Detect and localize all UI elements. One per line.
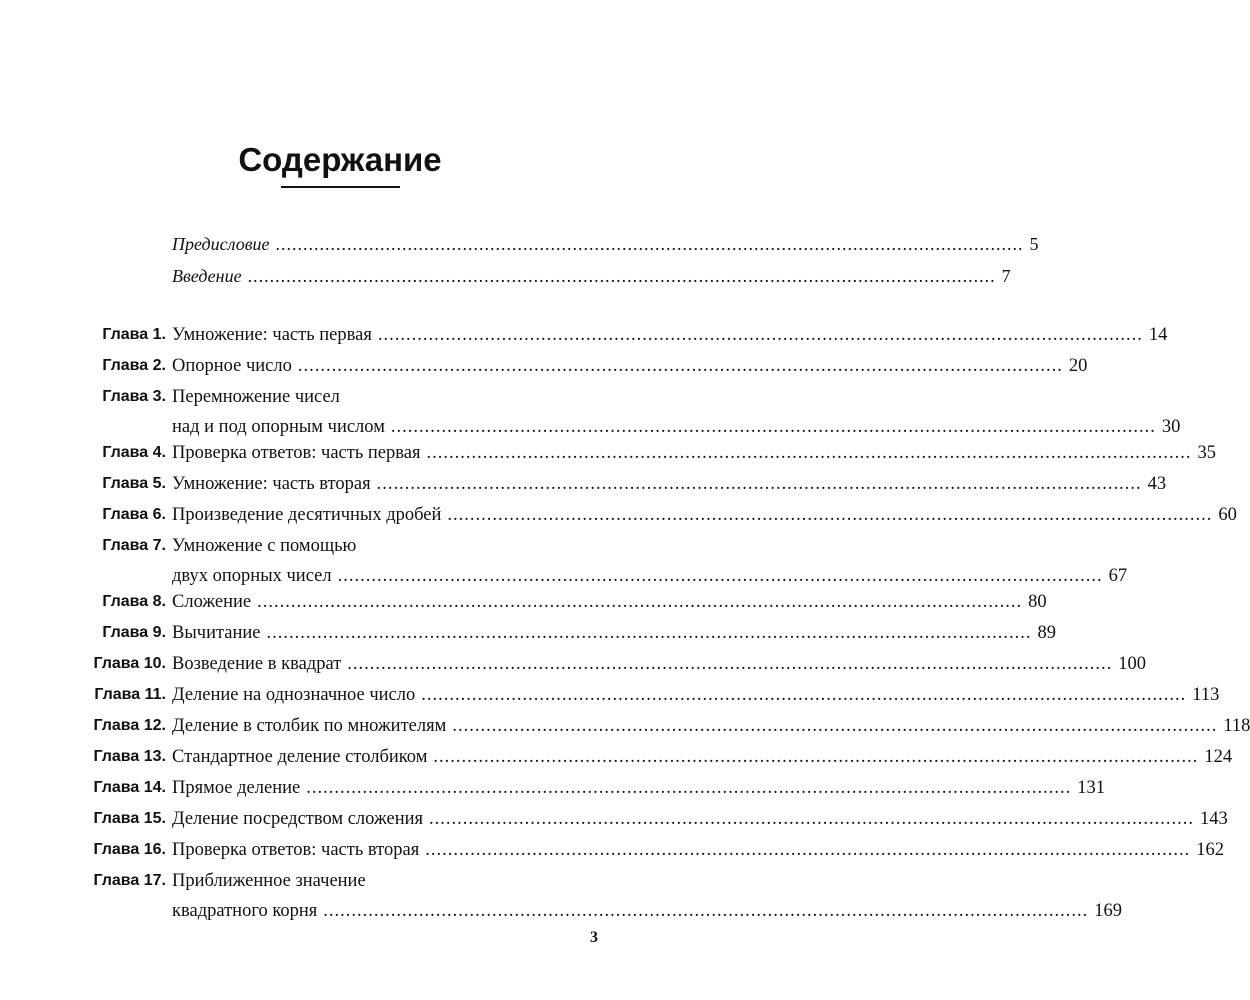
dot-leader: ........................................................................................................................................ xyxy=(266,623,1032,643)
entry-title: Проверка ответов: часть вторая xyxy=(172,840,420,860)
entry-page: 124 xyxy=(1204,747,1233,767)
entry-page: 143 xyxy=(1200,809,1228,829)
dot-leader: ........................................................................................................................................ xyxy=(425,840,1191,860)
entry-title-line-1: Перемножение чисел xyxy=(172,387,340,407)
entry-page: 35 xyxy=(1197,443,1216,463)
chapter-label: Глава 9. xyxy=(102,624,166,641)
chapter-label: Глава 8. xyxy=(102,593,166,610)
dot-leader: ........................................................................................................................................ xyxy=(323,901,1089,921)
chapter-label: Глава 2. xyxy=(102,357,166,374)
entry-page: 5 xyxy=(1029,234,1039,254)
entry-title-line-1: Приближенное значение xyxy=(172,871,366,891)
chapter-label: Глава 14. xyxy=(93,779,166,796)
chapter-label: Глава 1. xyxy=(102,326,166,343)
chapter-label: Глава 5. xyxy=(102,475,166,492)
toc-entry-preface xyxy=(172,229,1039,259)
entry-page: 30 xyxy=(1161,417,1181,437)
entry-page: 118 xyxy=(1223,716,1250,736)
dot-leader: ........................................................................................................................................ xyxy=(306,778,1072,798)
dot-leader: ........................................................................................................................................ xyxy=(275,234,1024,254)
dot-leader: ........................................................................................................................................ xyxy=(421,685,1187,705)
entry-title-line-2: над и под опорным числом xyxy=(172,417,385,437)
chapter-label: Глава 10. xyxy=(93,655,166,672)
entry-page: 60 xyxy=(1218,505,1237,525)
entry-page: 67 xyxy=(1108,566,1128,586)
chapter-label: Глава 4. xyxy=(102,444,166,461)
dot-leader: ........................................................................................................................................ xyxy=(297,356,1063,376)
entry-title: Опорное число xyxy=(172,356,292,376)
entry-page: 100 xyxy=(1118,654,1147,674)
dot-leader: ........................................................................................................................................ xyxy=(452,716,1218,736)
entry-title: Возведение в квадрат xyxy=(172,654,342,674)
entry-title-line-2: квадратного корня xyxy=(172,901,318,921)
entry-title: Деление в столбик по множителям xyxy=(172,716,447,736)
entry-title: Предисловие xyxy=(172,234,270,254)
dot-leader: ........................................................................................................................................ xyxy=(426,443,1192,463)
entry-title: Прямое деление xyxy=(172,778,301,798)
page-title: Содержание xyxy=(238,141,442,178)
dot-leader: ........................................................................................................................................ xyxy=(447,505,1213,525)
entry-page: 7 xyxy=(1001,266,1011,286)
entry-page: 80 xyxy=(1028,592,1047,612)
dot-leader: ........................................................................................................................................ xyxy=(376,474,1142,494)
dot-leader: ........................................................................................................................................ xyxy=(347,654,1113,674)
entry-title: Деление на однозначное число xyxy=(172,685,416,705)
entry-page: 169 xyxy=(1094,901,1123,921)
entry-page: 89 xyxy=(1037,623,1057,643)
toc-entry-introduction xyxy=(172,261,1011,291)
entry-title: Сложение xyxy=(172,592,252,612)
chapter-label: Глава 16. xyxy=(93,841,166,858)
dot-leader: ........................................................................................................................................ xyxy=(257,592,1023,612)
dot-leader: ........................................................................................................................................ xyxy=(433,747,1199,767)
entry-title-line-2: двух опорных чисел xyxy=(172,566,332,586)
entry-title-line-1: Умножение с помощью xyxy=(172,536,357,556)
entry-page: 20 xyxy=(1068,356,1088,376)
entry-title: Стандартное деление столбиком xyxy=(172,747,428,767)
chapter-label: Глава 7. xyxy=(102,537,166,554)
chapter-label: Глава 13. xyxy=(93,748,166,765)
entry-page: 113 xyxy=(1192,685,1220,705)
entry-title: Введение xyxy=(172,266,242,286)
entry-page: 43 xyxy=(1147,474,1167,494)
dot-leader: ........................................................................................................................................ xyxy=(390,417,1156,437)
entry-title: Проверка ответов: часть первая xyxy=(172,443,421,463)
dot-leader: ........................................................................................................................................ xyxy=(377,325,1143,345)
entry-page: 162 xyxy=(1196,840,1224,860)
chapter-label: Глава 6. xyxy=(102,506,166,523)
entry-title: Вычитание xyxy=(172,623,261,643)
title-underline xyxy=(281,186,400,188)
chapter-label: Глава 12. xyxy=(93,717,166,734)
entry-title: Умножение: часть вторая xyxy=(172,474,371,494)
entry-page: 131 xyxy=(1077,778,1105,798)
chapter-label: Глава 15. xyxy=(93,810,166,827)
chapter-label: Глава 11. xyxy=(94,686,166,703)
entry-page: 14 xyxy=(1148,325,1168,345)
dot-leader: ........................................................................................................................................ xyxy=(247,266,996,286)
chapter-label: Глава 3. xyxy=(102,388,166,405)
entry-title: Деление посредством сложения xyxy=(172,809,424,829)
page-number: 3 xyxy=(590,929,598,946)
entry-title: Умножение: часть первая xyxy=(172,325,372,345)
chapter-label: Глава 17. xyxy=(93,872,166,889)
dot-leader: ........................................................................................................................................ xyxy=(429,809,1195,829)
entry-title: Произведение десятичных дробей xyxy=(172,505,442,525)
dot-leader: ........................................................................................................................................ xyxy=(337,566,1103,586)
